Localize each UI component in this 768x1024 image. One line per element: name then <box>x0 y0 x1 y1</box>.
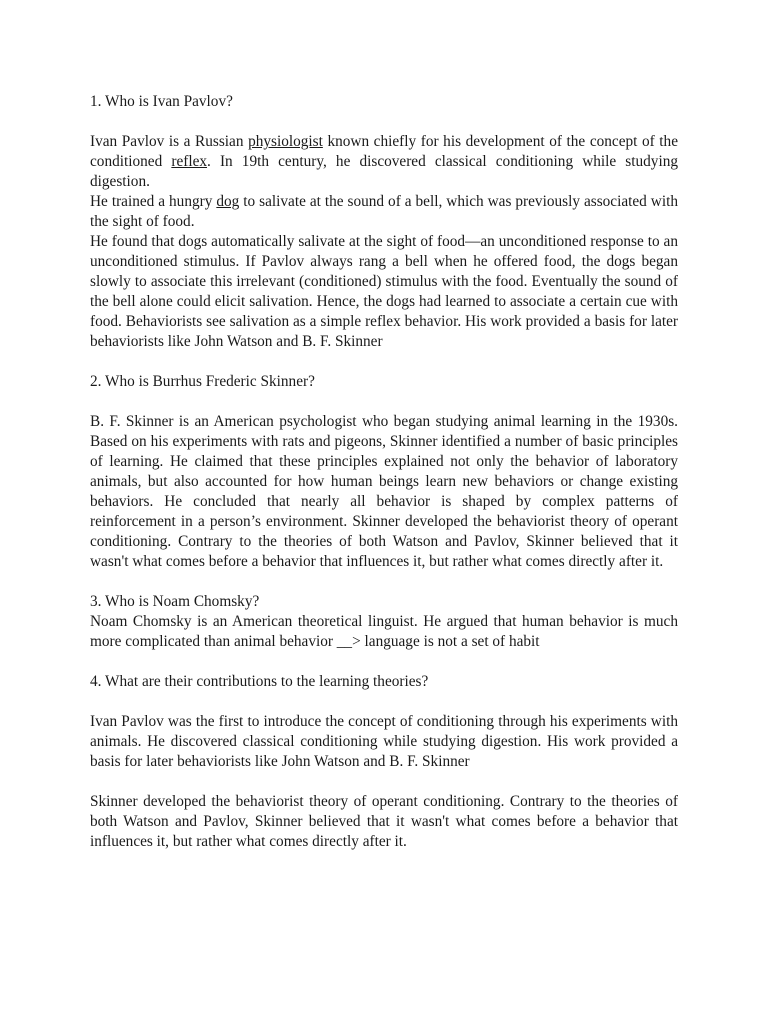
question-4-heading: 4. What are their contributions to the learning theories? <box>90 673 429 690</box>
pavlov-intro-text-a: Ivan Pavlov is a Russian <box>90 133 249 150</box>
pavlov-contribution-paragraph: Ivan Pavlov was the first to introduce the concept of conditioning through his experiments with animals. He discovered classical conditioning while studying digestion. His work provided a basis for later behaviorists like John Watson and B. F. Skinner <box>90 713 678 770</box>
question-1-heading: 1. Who is Ivan Pavlov? <box>90 93 233 110</box>
spacer <box>90 352 678 372</box>
spacer <box>90 392 678 412</box>
chomsky-paragraph: Noam Chomsky is an American theoretical linguist. He argued that human behavior is much more complicated than animal behavior __> language is not a set of habit <box>90 613 678 650</box>
skinner-paragraph: B. F. Skinner is an American psychologist who began studying animal learning in the 1930s. Based on his experiments with rats and pigeons, Skinner identified a number of basic principles of learning. He claimed that these principles explained not only the behavior of laboratory animals, but also accounted for how human beings learn new behaviors or change existing behaviors. He concluded that nearly all behavior is shaped by complex patterns of reinforcement in a person’s environment. Skinner developed the behaviorist theory of operant conditioning. Contrary to the theories of both Watson and Pavlov, Skinner believed that it wasn't what comes before a behavior that influences it, but rather what comes directly after it. <box>90 413 678 570</box>
pavlov-intro-text-c: . In 19th century, he discovered classical conditioning while studying digestion. <box>90 153 679 190</box>
pavlov-intro-text-b: known chiefly for his development of the concept of the conditioned <box>90 133 678 170</box>
pavlov-intro-paragraph <box>90 132 678 192</box>
pavlov-dog-text-b: to salivate at the sound of a bell, which was previously associated with the sight of food. <box>90 193 678 230</box>
document-page <box>90 92 678 852</box>
skinner-contribution-paragraph: Skinner developed the behaviorist theory of operant conditioning. Contrary to the theories of both Watson and Pavlov, Skinner believed that it wasn't what comes before a behavior that influences it, but rather what comes directly after it. <box>90 793 678 850</box>
spacer <box>90 572 678 592</box>
spacer <box>90 772 678 792</box>
question-3-heading: 3. Who is Noam Chomsky? <box>90 593 260 610</box>
physiologist-link[interactable]: physiologist <box>248 133 323 150</box>
pavlov-dog-paragraph <box>90 192 678 232</box>
spacer <box>90 692 678 712</box>
pavlov-dog-text-a: He trained a hungry <box>90 193 217 210</box>
question-2-heading: 2. Who is Burrhus Frederic Skinner? <box>90 373 315 390</box>
pavlov-conditioning-paragraph: He found that dogs automatically salivate at the sight of food—an unconditioned response to an unconditioned stimulus. If Pavlov always rang a bell when he offered food, the dogs began slowly to associate this irrelevant (conditioned) stimulus with the food. Eventually the sound of the bell alone could elicit salivation. Hence, the dogs had learned to associate a certain cue with food. Behaviorists see salivation as a simple reflex behavior. His work provided a basis for later behaviorists like John Watson and B. F. Skinner <box>90 233 678 350</box>
spacer <box>90 652 678 672</box>
reflex-link[interactable]: reflex <box>171 153 208 170</box>
dog-link[interactable]: dog <box>216 193 240 210</box>
spacer <box>90 112 678 132</box>
